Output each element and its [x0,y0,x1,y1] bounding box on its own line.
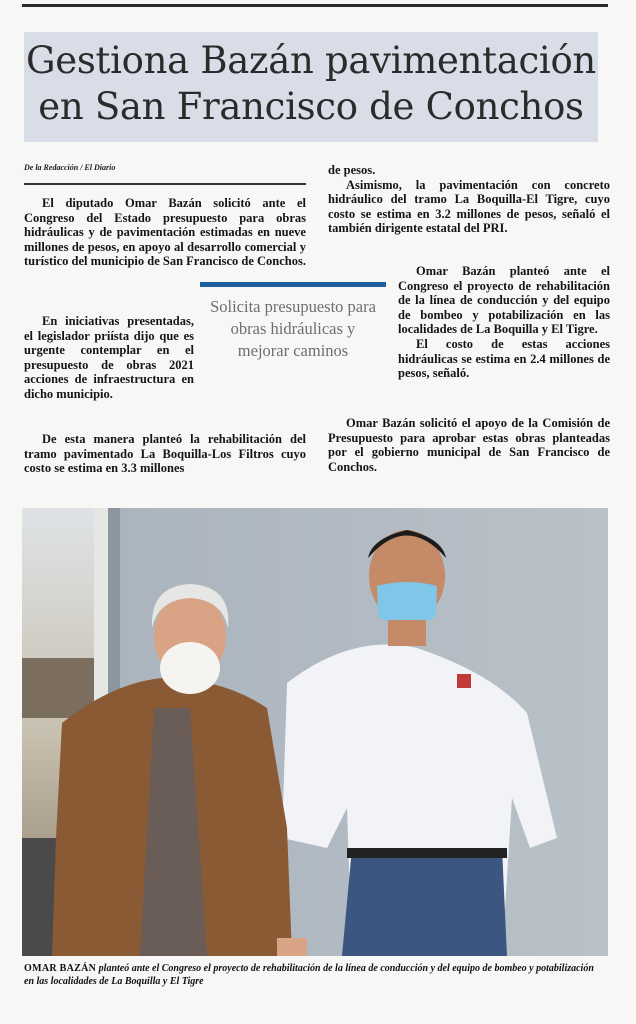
column-1-middle [24,314,194,402]
column-2-top [328,163,610,236]
byline-rule [24,183,306,185]
column-1-bottom [24,432,306,476]
headline: Gestiona Bazán pavimentación en San Francisco de Conchos [26,39,596,128]
caption-lead: OMAR BAZÁN [24,963,97,974]
pullquote: Solicita presupuesto para obras hidráulicas y mejorar caminos [210,297,376,360]
column-1-top [24,196,306,269]
photo-caption [24,962,606,988]
paragraph-3: De esta manera planteó la rehabilitación del tramo pavimentado La Boquilla-Los Filtros cuyo costo se estima en 3.3 millones [24,432,306,476]
paragraph-6: Omar Bazán planteó ante el Congreso el proyecto de rehabilitación de la línea de conducción y del equipo de bombeo y potabilización en las localidades de La Boquilla y El Tigre. [398,264,610,337]
pullquote-bar [200,282,386,287]
paragraph-1: El diputado Omar Bazán solicitó ante el Congreso del Estado presupuesto para obras hidráulicas y de pavimentación estimadas en nueve millones de pesos, en apoyo al desarrollo comercial y turístico del municipio de San Francisco de Conchos. [24,196,306,269]
top-rule [22,4,608,7]
paragraph-2: En iniciativas presentadas, el legislador priísta dijo que es urgente contemplar en el presupuesto de obras 2021 acciones de infraestructura en dicho municipio. [24,314,194,401]
paragraph-7: El costo de estas acciones hidráulicas se estima en 2.4 millones de pesos, señaló. [398,336,610,381]
paragraph-4: de pesos. [328,163,376,177]
paragraph-8: Omar Bazán solicitó el apoyo de la Comisión de Presupuesto para aprobar estas obras planteadas por el gobierno municipal de San Francisco de Conchos. [328,416,610,474]
caption-text: planteó ante el Congreso el proyecto de rehabilitación de la línea de conducción y del equipo de bombeo y potabilización en las localidades de La Boquilla y El Tigre [24,963,594,987]
column-2-middle [398,264,610,381]
paragraph-5: Asimismo, la pavimentación con concreto hidráulico del tramo La Boquilla-El Tigre, cuyo costo se estima en 3.2 millones de pesos, señaló el también dirigente estatal del PRI. [328,177,610,236]
column-2-bottom [328,416,610,474]
article-photo [22,508,608,956]
byline: De la Redacción / El Diario [24,163,116,172]
